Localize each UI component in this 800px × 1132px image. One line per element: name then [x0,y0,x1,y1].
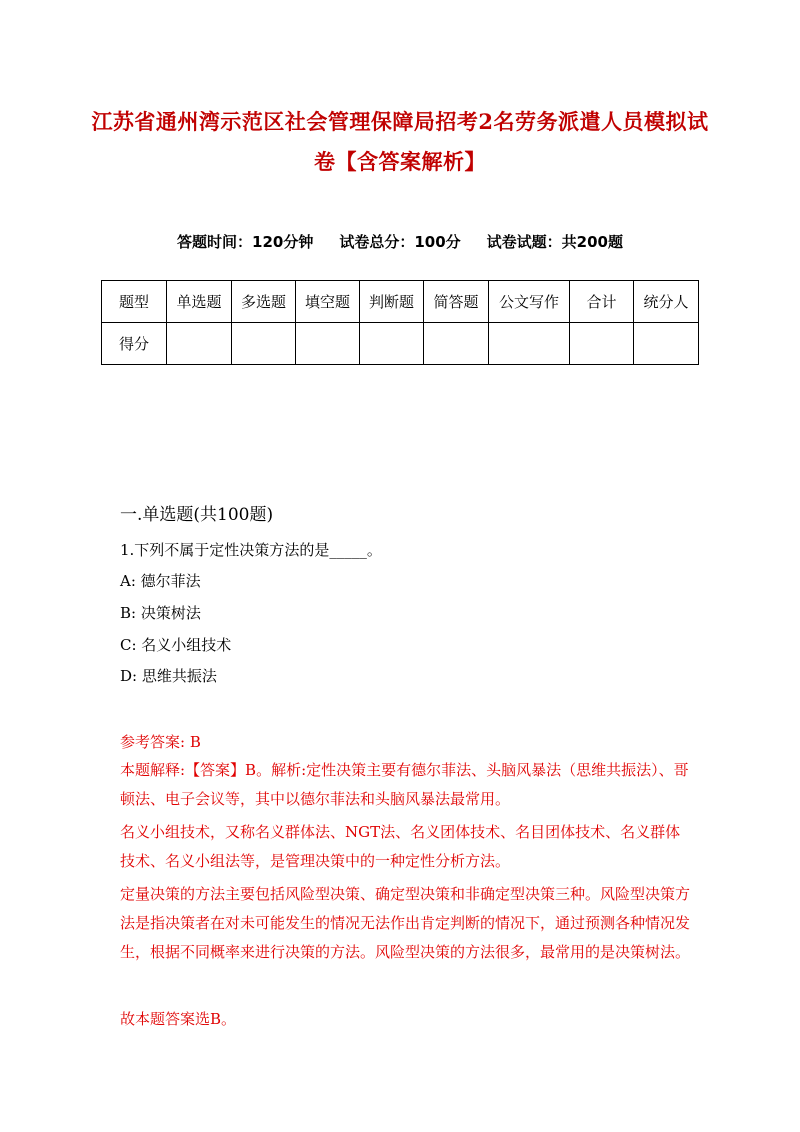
option-c: C: 名义小组技术 [120,636,232,654]
header-cell-total: 合计 [570,281,634,323]
explanation-conclusion: 故本题答案选B。 [120,1010,237,1028]
score-table-score-row [102,323,699,365]
explanation-paragraph-2: 名义小组技术，又称名义群体法、NGT法、名义团体技术、名目团体技术、名义群体技术、名义小组法等，是管理决策中的一种定性分析方法。 [120,823,681,870]
document-title-line-1: 江苏省通州湾示范区社会管理保障局招考2名劳务派遣人员模拟试 [91,109,709,134]
option-d: D: 思维共振法 [120,667,217,685]
score-cell [570,323,634,365]
score-cell [489,323,570,365]
exam-total-score: 试卷总分：100分 [339,233,461,251]
document-title-line-2: 卷【含答案解析】 [314,149,486,174]
header-cell-true-false: 判断题 [360,281,424,323]
exam-time: 答题时间：120分钟 [177,233,314,251]
header-cell-single-choice: 单选题 [167,281,232,323]
score-row-label: 得分 [102,323,167,365]
header-cell-official-writing: 公文写作 [489,281,570,323]
header-cell-type: 题型 [102,281,167,323]
header-cell-multi-choice: 多选题 [232,281,296,323]
score-cell [296,323,360,365]
header-cell-short-answer: 简答题 [424,281,489,323]
header-cell-fill-blank: 填空题 [296,281,360,323]
score-cell [360,323,424,365]
exam-meta [0,231,800,252]
section-heading: 一.单选题(共100题) [120,505,274,525]
explanation-paragraph-3: 定量决策的方法主要包括风险型决策、确定型决策和非确定型决策三种。风险型决策方法是指决策者在对未可能发生的情况无法作出肯定判断的情况下，通过预测各种情况发生，根据不同概率来进行决策的方法。风险型决策的方法很多，最常用的是决策树法。 [120,885,691,961]
exam-question-count: 试卷试题：共200题 [486,233,623,251]
score-cell [634,323,699,365]
score-table-header-row [102,281,699,323]
score-table [101,280,699,365]
question-stem: 1.下列不属于定性决策方法的是_____。 [120,541,382,559]
option-b: B: 决策树法 [120,604,201,622]
reference-answer: 参考答案: B [120,733,201,751]
explanation-paragraph-1: 本题解释:【答案】B。解析:定性决策主要有德尔菲法、头脑风暴法（思维共振法）、哥顿法、电子会议等，其中以德尔菲法和头脑风暴法最常用。 [120,761,689,808]
score-cell [232,323,296,365]
option-a: A: 德尔菲法 [120,572,201,590]
score-cell [424,323,489,365]
header-cell-scorer: 统分人 [634,281,699,323]
score-cell [167,323,232,365]
